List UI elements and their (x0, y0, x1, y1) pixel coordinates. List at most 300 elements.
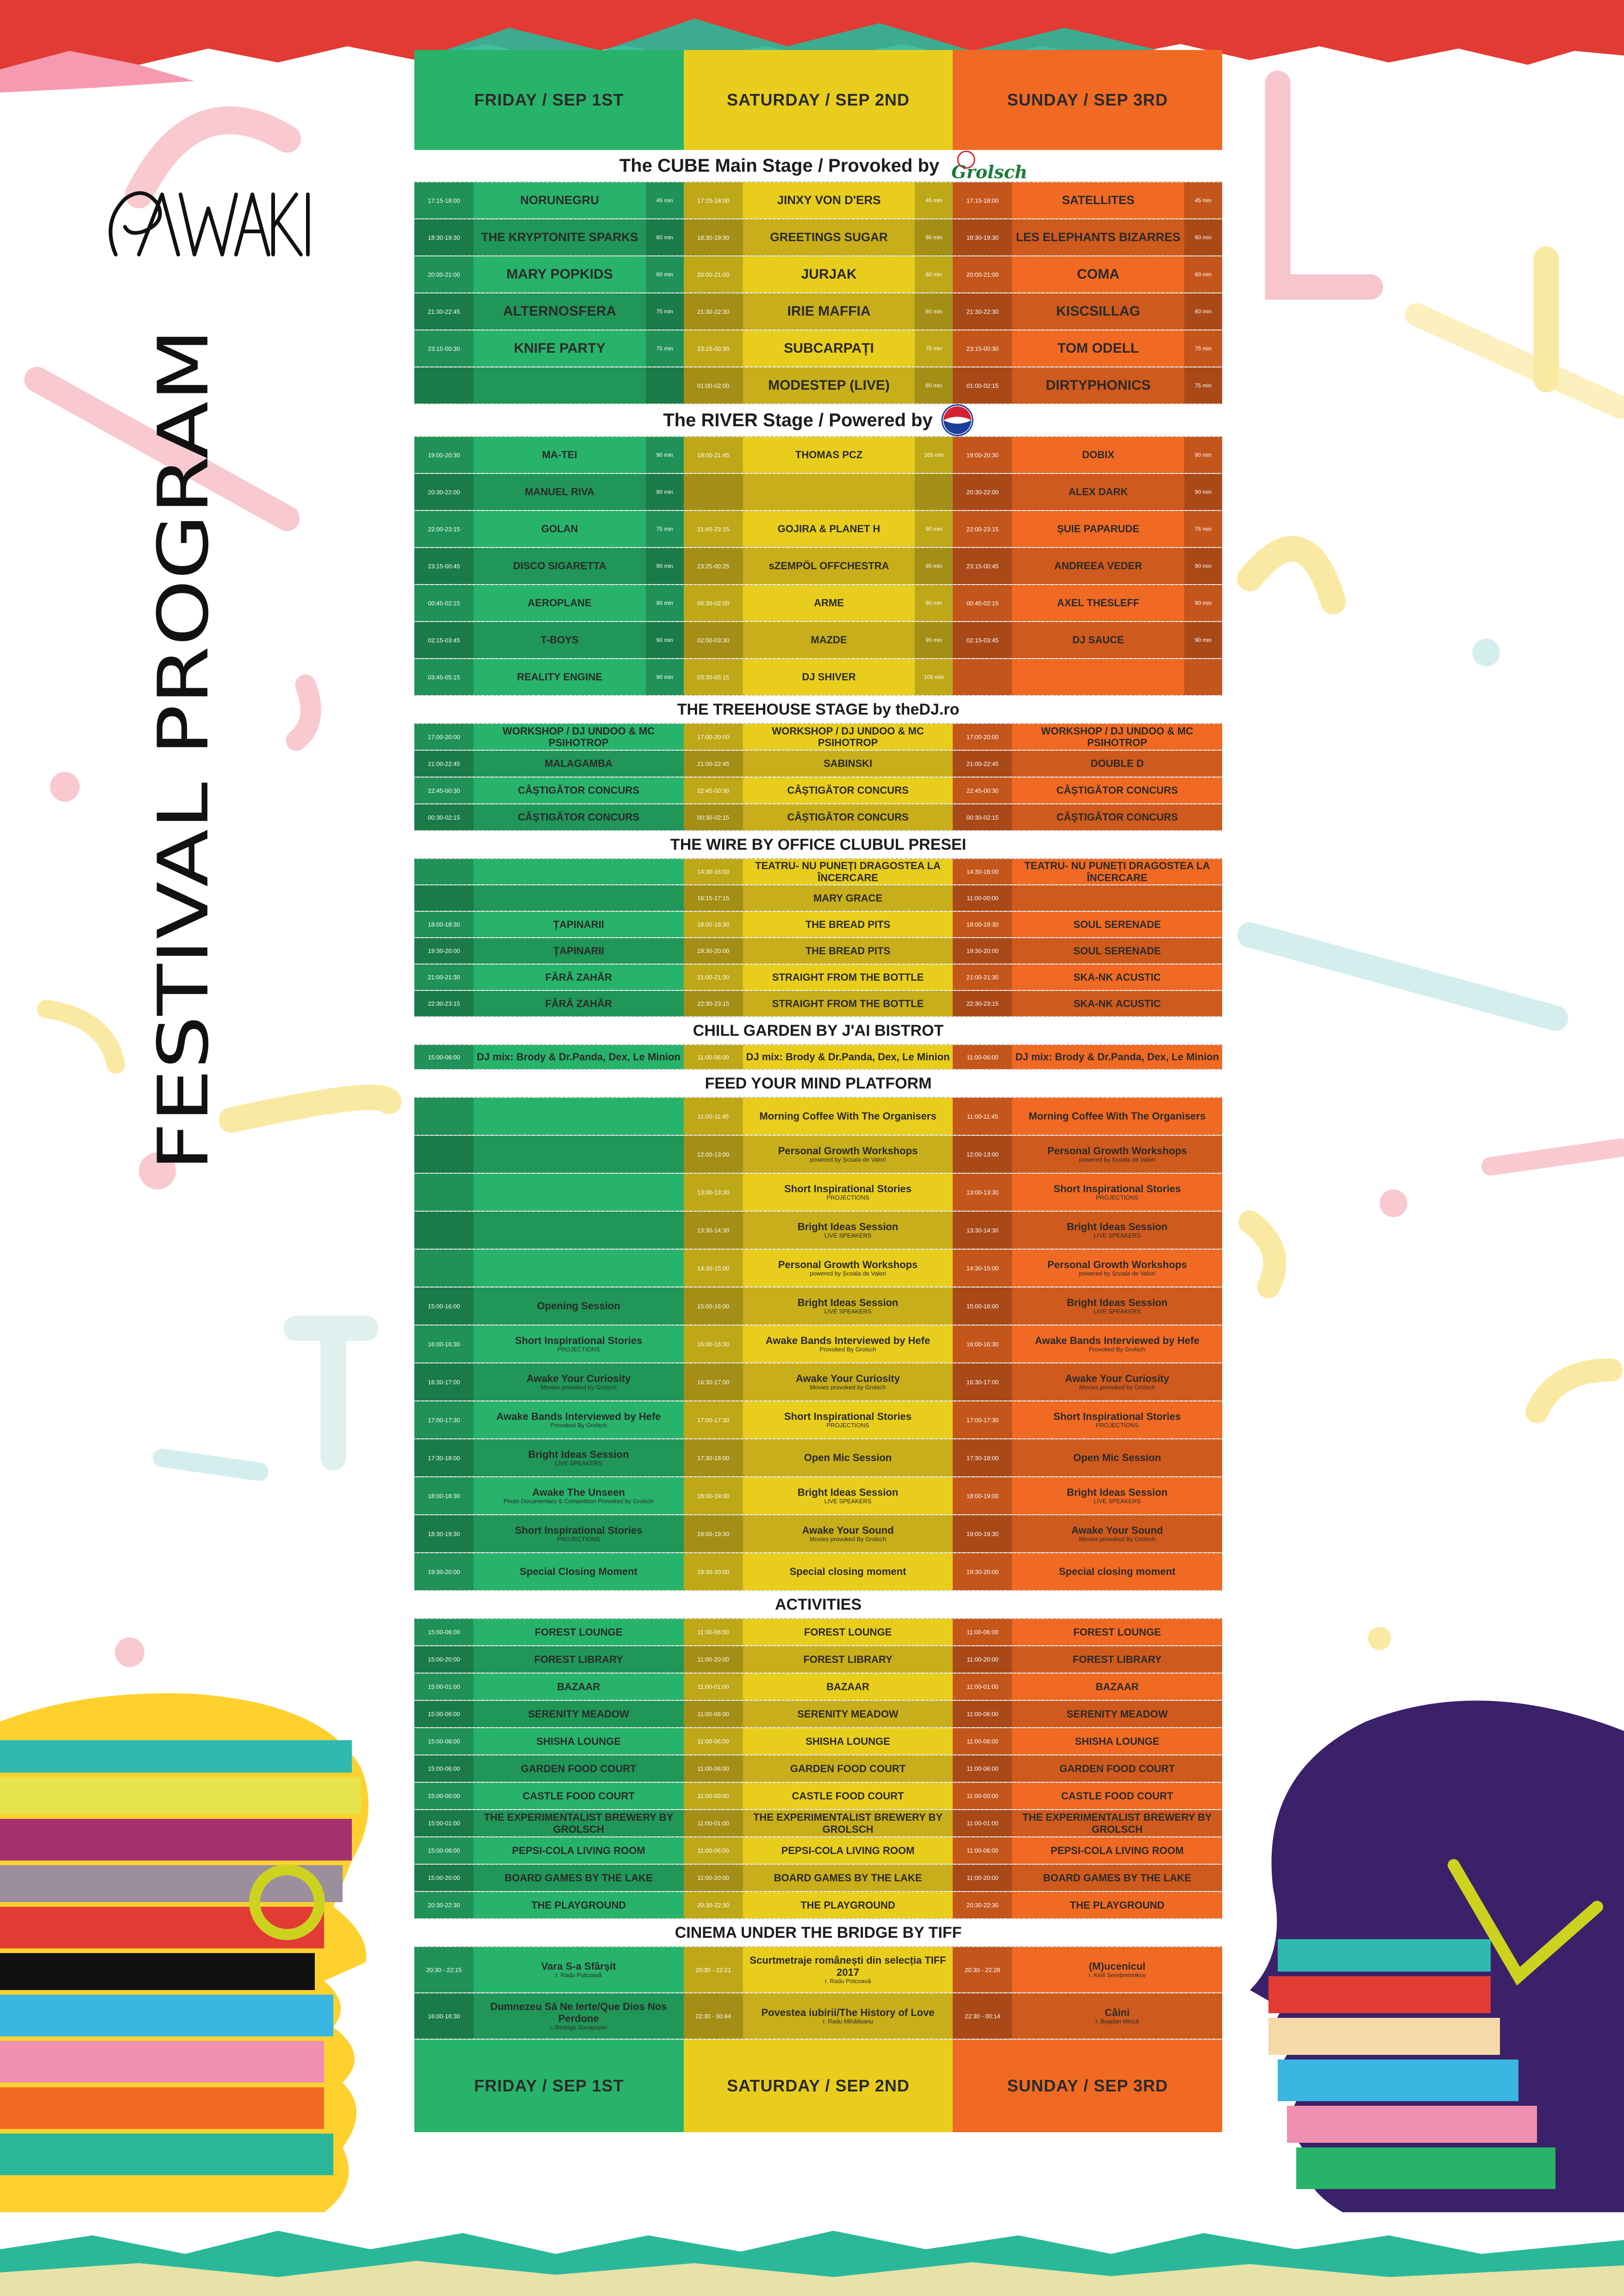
day-cell (953, 804, 1222, 830)
day-cell (414, 1728, 684, 1755)
event-name (743, 1136, 953, 1173)
event-name: BOARD GAMES BY THE LAKE (1043, 1872, 1192, 1884)
time-slot: 11:00-00:00 (953, 1783, 1012, 1809)
time-slot: 15:00-16:00 (414, 1288, 474, 1325)
schedule-row (414, 1553, 1222, 1591)
event-name: PEPSI-COLA LIVING ROOM (512, 1844, 645, 1856)
day-cell (953, 751, 1222, 777)
schedule-row (414, 991, 1222, 1017)
schedule-row (414, 1674, 1222, 1701)
time-slot (414, 1136, 474, 1173)
duration: 75 min (1184, 330, 1222, 367)
time-slot: 11:00-01:00 (684, 1674, 743, 1700)
day-cell (953, 1619, 1222, 1645)
time-slot: 23:15-00:45 (953, 548, 1012, 584)
time-slot: 19:00-21:45 (684, 437, 743, 473)
event-name: SKA-NK ACUSTIC (1073, 971, 1161, 983)
time-slot: 11:00-11:45 (953, 1098, 1012, 1135)
duration: 90 min (1184, 585, 1222, 621)
time-slot: 20:30-22:00 (953, 474, 1012, 510)
schedule-row (414, 724, 1222, 751)
time-slot: 11:00-01:00 (953, 1810, 1012, 1836)
event-title: Short Inspirational Stories (1053, 1410, 1181, 1422)
time-slot: 20:30 - 22:21 (684, 1947, 743, 1992)
event-subtitle: PROJECTIONS (1095, 1194, 1139, 1201)
event-name: NORUNEGRU (520, 193, 600, 207)
event-name (474, 1325, 684, 1363)
section-title-cube (414, 150, 1222, 181)
schedule-row (414, 474, 1222, 511)
day-cell (684, 256, 953, 292)
time-slot: 18:30-19:30 (414, 1515, 474, 1552)
day-cell (953, 511, 1222, 547)
section-title-text: The RIVER Stage / Powered by (663, 410, 933, 430)
duration: 90 min (646, 659, 684, 695)
time-slot: 15:00-06:00 (414, 1837, 474, 1864)
event-title: Bright Ideas Session (797, 1486, 899, 1498)
event-name: FOREST LOUNGE (804, 1626, 892, 1638)
day-cell (684, 1250, 953, 1287)
day-cell (414, 548, 684, 584)
schedule-row (414, 1783, 1222, 1810)
day-cell (684, 659, 953, 695)
schedule-row (414, 1136, 1222, 1174)
day-cell (684, 964, 953, 990)
event-name: CÂȘTIGĂTOR CONCURS (518, 784, 640, 796)
day-cell (414, 622, 684, 658)
event-name: THE BREAD PITS (805, 945, 891, 957)
time-slot: 19:30-20:00 (953, 938, 1012, 964)
event-name (474, 1515, 684, 1552)
duration: 90 min (915, 622, 953, 658)
time-slot: 21:30-22:45 (414, 293, 474, 330)
event-subtitle: r. Rodrigo Sorogoyen (550, 2023, 607, 2031)
event-name: MA-TEI (542, 449, 577, 461)
event-name: BOARD GAMES BY THE LAKE (504, 1872, 653, 1884)
event-name: WORKSHOP / DJ UNDOO & MC PSIHOTROP (772, 725, 924, 748)
time-slot: 20:30 - 22:28 (953, 1947, 1012, 1992)
event-name (743, 1947, 953, 1992)
day-sunday: SUNDAY / SEP 3RD (953, 2040, 1222, 2132)
event-name: CASTLE FOOD COURT (522, 1790, 635, 1802)
event-name: SERENITY MEADOW (797, 1708, 899, 1720)
event-name (474, 1477, 684, 1514)
section-wire (414, 858, 1222, 1017)
event-name (474, 1363, 684, 1400)
day-cell (953, 964, 1222, 990)
schedule-row (414, 1325, 1222, 1363)
day-cell (684, 1993, 953, 2039)
event-name: ARME (814, 597, 844, 609)
event-name: FOREST LIBRARY (803, 1653, 893, 1665)
schedule-row (414, 437, 1222, 474)
event-subtitle: LIVE SPEAKERS (555, 1460, 602, 1467)
event-name: PEPSI-COLA LIVING ROOM (1050, 1844, 1184, 1856)
event-name: DJ mix: Brody & Dr.Panda, Dex, Le Minion (1015, 1051, 1219, 1063)
day-cell (684, 1553, 953, 1590)
event-name: ANDREEA VEDER (1054, 560, 1143, 572)
day-cell (414, 1892, 684, 1918)
event-name: AEROPLANE (527, 597, 592, 609)
day-cell (414, 659, 684, 695)
event-name: CÂȘTIGĂTOR CONCURS (1056, 784, 1178, 796)
event-title: Vara S-a Sfârșit (541, 1960, 616, 1972)
day-cell (414, 1947, 684, 1992)
event-subtitle: Provoked By Grolsch (1089, 1346, 1146, 1353)
day-cell (414, 1810, 684, 1836)
duration: 45 min (1184, 182, 1222, 218)
duration: 75 min (1184, 511, 1222, 547)
stage-sections (414, 150, 1222, 2040)
event-subtitle: PROJECTIONS (557, 1346, 600, 1353)
time-slot (414, 1250, 474, 1287)
event-name (1012, 1947, 1222, 1992)
duration: 75 min (646, 330, 684, 367)
time-slot: 21:00-22:45 (953, 751, 1012, 777)
duration: 75 min (646, 511, 684, 547)
event-title: Bright Ideas Session (1067, 1296, 1168, 1308)
time-slot: 11:00-20:00 (953, 1865, 1012, 1891)
day-cell (684, 548, 953, 584)
event-name: TEATRU- NU PUNEȚI DRAGOSTEA LA ÎNCERCARE (1024, 860, 1210, 884)
event-name: SUBCARPAȚI (784, 340, 874, 356)
time-slot: 19:00-19:30 (684, 1515, 743, 1552)
time-slot: 15:00-16:00 (953, 1288, 1012, 1325)
event-name: DJ SHIVER (802, 671, 856, 683)
time-slot: 17:15-18:00 (414, 182, 474, 218)
time-slot: 21:45-23:15 (684, 511, 743, 547)
duration: 90 min (646, 622, 684, 658)
section-river (414, 436, 1222, 696)
schedule-row (414, 1755, 1222, 1783)
event-name: THE PLAYGROUND (800, 1899, 895, 1911)
time-slot: 11:00-20:00 (684, 1646, 743, 1673)
event-name (1012, 1993, 1222, 2039)
time-slot: 23:15-00:30 (684, 330, 743, 367)
event-title: Bright Ideas Session (1067, 1486, 1168, 1498)
day-cell (684, 1515, 953, 1552)
time-slot: 20:30-22:00 (414, 474, 474, 510)
time-slot: 22:00-23:15 (414, 511, 474, 547)
time-slot: 17:15-18:00 (684, 182, 743, 218)
event-name: SERENITY MEADOW (528, 1708, 630, 1720)
time-slot: 21:00-21:30 (414, 964, 474, 990)
day-cell (414, 1439, 684, 1476)
day-cell (684, 1363, 953, 1400)
time-slot: 11:00-06:00 (953, 1045, 1012, 1069)
event-name: WORKSHOP / DJ UNDOO & MC PSIHOTROP (502, 725, 655, 748)
day-cell (684, 778, 953, 803)
event-name: GARDEN FOOD COURT (790, 1762, 906, 1774)
schedule-row (414, 1250, 1222, 1288)
time-slot: 11:00-11:45 (684, 1098, 743, 1135)
time-slot: 15:00-06:00 (414, 1701, 474, 1727)
event-subtitle: powered by Școala de Valori (1079, 1270, 1156, 1277)
event-name: FĂRĂ ZAHĂR (545, 997, 612, 1009)
day-cell (414, 1136, 684, 1173)
time-slot: 18:00-18:30 (414, 1477, 474, 1514)
day-cell (684, 1837, 953, 1864)
schedule-row (414, 1701, 1222, 1728)
event-title: Dumnezeu Să Ne Ierte/Que Dios Nos Perdone (490, 2001, 667, 2024)
event-name (1012, 659, 1184, 695)
event-title: Bright Ideas Session (797, 1220, 899, 1232)
day-cell (414, 1619, 684, 1645)
day-cell (953, 1947, 1222, 1992)
time-slot: 01:00-02:00 (684, 367, 743, 404)
day-cell (414, 1288, 684, 1325)
event-name: DOBIX (1082, 449, 1115, 461)
event-title: Awake Your Curiosity (526, 1372, 631, 1384)
day-cell (953, 859, 1222, 884)
time-slot: 22:30 - 00:14 (953, 1993, 1012, 2039)
event-name (743, 1477, 953, 1514)
schedule-row (414, 548, 1222, 585)
duration: 60 min (915, 367, 953, 404)
day-cell (953, 1250, 1222, 1287)
event-name: THE PLAYGROUND (531, 1899, 626, 1911)
time-slot: 18:30-19:30 (414, 219, 474, 255)
duration: 90 min (646, 437, 684, 473)
day-cell (414, 1363, 684, 1400)
time-slot: 01:00-02:15 (953, 367, 1012, 404)
event-name: JINXY VON D'ERS (777, 193, 881, 207)
event-name: CASTLE FOOD COURT (1061, 1790, 1174, 1802)
duration: 60 min (915, 548, 953, 584)
event-name: FOREST LOUNGE (535, 1626, 623, 1638)
event-name (1012, 1250, 1222, 1287)
time-slot: 03:45-05:15 (414, 659, 474, 695)
event-name (474, 1136, 684, 1173)
event-name (1012, 1477, 1222, 1514)
time-slot: 20:00-21:00 (414, 256, 474, 292)
time-slot: 21:00-21:30 (684, 964, 743, 990)
day-cell (953, 885, 1222, 911)
schedule-row (414, 885, 1222, 912)
time-slot: 15:00-06:00 (414, 1755, 474, 1782)
day-cell (684, 622, 953, 658)
time-slot: 17:30-18:00 (414, 1439, 474, 1476)
duration: 105 min (915, 659, 953, 695)
duration (1184, 659, 1222, 695)
time-slot: 18:00-19:00 (684, 1477, 743, 1514)
schedule-row (414, 859, 1222, 885)
event-title: Awake Bands Interviewed by Hefe (496, 1410, 661, 1422)
event-name: TEATRU- NU PUNEȚI DRAGOSTEA LA ÎNCERCARE (755, 860, 941, 884)
event-name: BAZAAR (557, 1680, 600, 1692)
day-cell (414, 1477, 684, 1514)
time-slot: 03:30-05:15 (684, 659, 743, 695)
section-title-text: CHILL GARDEN BY J'AI BISTROT (693, 1021, 944, 1039)
duration: 75 min (646, 293, 684, 330)
schedule-row (414, 511, 1222, 548)
event-subtitle: Photo Documentary & Competition Provoked by Grolsch (503, 1498, 654, 1505)
event-subtitle: Movies provoked By Grolsch (809, 1536, 887, 1543)
day-cell (953, 182, 1222, 218)
time-slot: 18:00-19:00 (953, 1477, 1012, 1514)
time-slot: 20:00-21:00 (684, 256, 743, 292)
day-cell (684, 182, 953, 218)
event-name: CÂȘTIGĂTOR CONCURS (518, 811, 640, 823)
event-name (743, 1288, 953, 1325)
schedule-row (414, 330, 1222, 367)
event-title: Awake Your Curiosity (796, 1372, 900, 1384)
event-subtitle: PROJECTIONS (826, 1422, 869, 1429)
time-slot: 14:30-16:00 (953, 859, 1012, 884)
schedule-row (414, 1174, 1222, 1212)
section-title-river (414, 404, 1222, 436)
day-cell (414, 182, 684, 218)
time-slot: 23:15-00:30 (414, 330, 474, 367)
duration (646, 367, 684, 404)
section-title-text: THE TREEHOUSE STAGE by theDJ.ro (677, 700, 960, 718)
schedule-row (414, 1947, 1222, 1993)
section-chill (414, 1044, 1222, 1070)
time-slot: 22:45-00:30 (414, 778, 474, 803)
program-grid (414, 50, 1222, 2188)
event-subtitle: r. Radu Potcoavă (555, 1972, 602, 1979)
time-slot: 11:00-01:00 (953, 1674, 1012, 1700)
time-slot: 16:00-16:30 (684, 1325, 743, 1363)
duration: 90 min (915, 585, 953, 621)
event-subtitle: Provoked By Grolsch (819, 1346, 876, 1353)
duration: 45 min (646, 182, 684, 218)
day-friday: FRIDAY / SEP 1ST (414, 50, 684, 150)
event-name: MARY POPKIDS (506, 266, 613, 282)
event-name: THE EXPERIMENTALIST BREWERY BY GROLSCH (1022, 1811, 1212, 1835)
day-cell (414, 859, 684, 884)
event-name: THE PLAYGROUND (1069, 1899, 1165, 1911)
event-name: Opening Session (537, 1300, 620, 1312)
time-slot: 15:00-16:00 (684, 1288, 743, 1325)
day-cell (953, 585, 1222, 621)
time-slot: 21:00-21:30 (953, 964, 1012, 990)
day-cell (953, 778, 1222, 803)
event-name: ȚAPINARII (553, 918, 604, 930)
event-name: SHISHA LOUNGE (1074, 1735, 1160, 1747)
day-cell (953, 330, 1222, 367)
event-name: ȘUIE PAPARUDE (1057, 523, 1139, 535)
day-cell (953, 1325, 1222, 1363)
time-slot: 16:30-17:00 (684, 1363, 743, 1400)
schedule-row (414, 1837, 1222, 1865)
time-slot: 11:00-00:00 (684, 1783, 743, 1809)
day-cell (414, 1783, 684, 1809)
day-cell (953, 1646, 1222, 1673)
event-subtitle: PROJECTIONS (826, 1194, 869, 1201)
time-slot: 11:00-06:00 (684, 1619, 743, 1645)
day-cell (953, 1212, 1222, 1249)
time-slot: 18:30-19:30 (953, 219, 1012, 255)
duration: 90 min (646, 585, 684, 621)
time-slot: 15:00-06:00 (414, 1045, 474, 1069)
event-title: Awake The Unseen (532, 1486, 625, 1498)
day-cell (953, 724, 1222, 750)
day-cell (684, 1674, 953, 1700)
time-slot: 00:45-02:15 (953, 585, 1012, 621)
event-subtitle: PROJECTIONS (557, 1536, 600, 1543)
day-cell (953, 991, 1222, 1016)
event-name: GOJIRA & PLANET H (777, 523, 881, 535)
event-name (743, 1174, 953, 1211)
duration: 165 min (915, 437, 953, 473)
schedule-row (414, 1865, 1222, 1892)
event-name: Special closing moment (1059, 1566, 1176, 1578)
time-slot (414, 1212, 474, 1249)
time-slot: 17:15-18:00 (953, 182, 1012, 218)
event-title: Câini (1105, 2006, 1130, 2018)
day-cell (414, 1515, 684, 1552)
time-slot: 17:00-20:00 (684, 724, 743, 750)
day-cell (684, 1288, 953, 1325)
torn-paper-bottom (0, 2221, 1624, 2296)
event-name: SHISHA LOUNGE (536, 1735, 621, 1747)
day-cell (684, 511, 953, 547)
schedule-row (414, 256, 1222, 293)
duration: 90 min (1184, 548, 1222, 584)
day-cell (684, 751, 953, 777)
event-name (474, 1174, 684, 1211)
time-slot: 11:00-06:00 (684, 1755, 743, 1782)
event-name (474, 1212, 684, 1249)
time-slot: 22:30-23:15 (684, 991, 743, 1016)
event-name: BAZAAR (826, 1680, 869, 1692)
event-name: MARY GRACE (813, 892, 883, 904)
section-title-activities (414, 1591, 1222, 1618)
event-name: FOREST LIBRARY (1073, 1653, 1162, 1665)
time-slot: 00:30-02:15 (414, 804, 474, 830)
day-cell (414, 256, 684, 292)
day-cell (684, 1045, 953, 1069)
schedule-row (414, 964, 1222, 991)
time-slot: 11:00-06:00 (684, 1728, 743, 1755)
duration: 60 min (915, 293, 953, 330)
day-cell (953, 622, 1222, 658)
day-cell (953, 1892, 1222, 1918)
section-title-cinema (414, 1919, 1222, 1946)
section-treehouse (414, 723, 1222, 831)
day-cell (684, 1810, 953, 1836)
pepsi-logo (941, 404, 974, 436)
duration: 60 min (915, 256, 953, 292)
time-slot: 15:00-01:00 (414, 1674, 474, 1700)
day-cell (414, 1098, 684, 1135)
event-name (1012, 1401, 1222, 1438)
duration: 60 min (1184, 293, 1222, 330)
time-slot: 20:30-22:30 (953, 1892, 1012, 1918)
time-slot (953, 659, 1012, 695)
event-name: MALAGAMBA (544, 758, 613, 770)
day-cell (684, 1865, 953, 1891)
event-name: ALTERNOSFERA (503, 303, 617, 319)
time-slot: 23:25-00:25 (684, 548, 743, 584)
event-name (743, 1401, 953, 1438)
time-slot: 21:30-22:30 (684, 293, 743, 330)
day-friday: FRIDAY / SEP 1ST (414, 2040, 684, 2132)
event-name (1012, 1136, 1222, 1173)
event-name: COMA (1077, 266, 1119, 282)
time-slot: 20:30-22:30 (684, 1892, 743, 1918)
schedule-row (414, 912, 1222, 938)
event-name (474, 1993, 684, 2039)
day-cell (684, 1728, 953, 1755)
section-title-wire (414, 831, 1222, 858)
event-subtitle: Movies provoked by Grolsch (1079, 1384, 1156, 1391)
event-name: FĂRĂ ZAHĂR (545, 971, 612, 983)
day-cell (684, 1136, 953, 1173)
event-name: MANUEL RIVA (525, 486, 595, 498)
event-name: DJ mix: Brody & Dr.Panda, Dex, Le Minion (476, 1051, 681, 1063)
